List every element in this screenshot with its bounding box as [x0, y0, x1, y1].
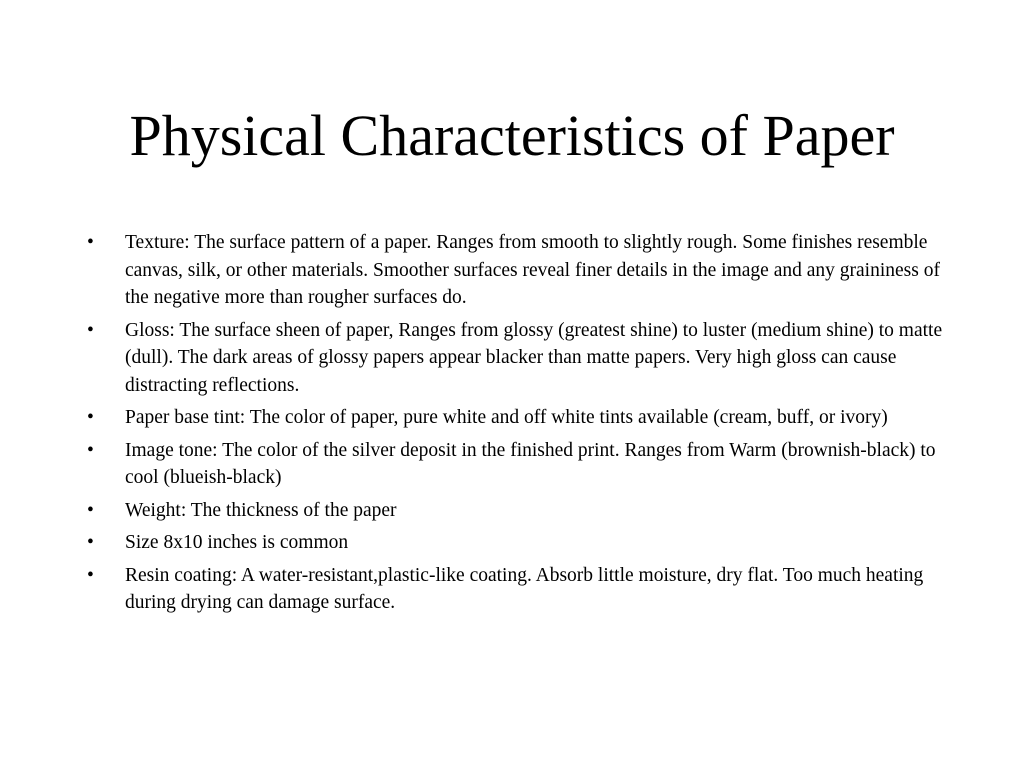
bullet-item-size — [87, 529, 947, 557]
slide-title: Physical Characteristics of Paper — [129, 103, 895, 168]
bullet-text: Texture: The surface pattern of a paper. Ranges from smooth to slightly rough. Some finishes resemble canvas, silk, or other materials. Smoother surfaces reveal finer details in the image and any graininess of the negative more than rougher surfaces do. — [125, 232, 940, 308]
bullet-text: Image tone: The color of the silver deposit in the finished print. Ranges from Warm (brownish-black) to cool (blueish-black) — [125, 439, 936, 488]
bullet-list — [87, 229, 947, 622]
bullet-item-texture — [87, 229, 947, 312]
bullet-icon: • — [87, 319, 94, 341]
bullet-icon: • — [87, 232, 94, 253]
bullet-text: Resin coating: A water-resistant,plastic-like coating. Absorb little moisture, dry flat. Too much heating during drying can damage surface. — [125, 564, 924, 613]
bullet-item-image-tone — [87, 437, 947, 492]
bullet-text: Weight: The thickness of the paper — [125, 499, 397, 521]
bullet-item-resin-coating — [87, 562, 947, 617]
bullet-icon: • — [87, 499, 94, 521]
bullet-text: Paper base tint: The color of paper, pure white and off white tints available (cream, buff, or ivory) — [125, 407, 888, 428]
bullet-item-paper-base-tint — [87, 404, 947, 432]
bullet-text: Size 8x10 inches is common — [125, 532, 349, 553]
bullet-icon: • — [87, 564, 94, 586]
bullet-icon: • — [87, 439, 94, 461]
bullet-text: Gloss: The surface sheen of paper, Ranges from glossy (greatest shine) to luster (medium shine) to matte (dull). The dark areas of glossy papers appear blacker than matte papers. Very high gloss can cause distracting reflections. — [125, 319, 943, 396]
bullet-icon: • — [87, 532, 94, 553]
bullet-item-gloss — [87, 317, 947, 400]
bullet-item-weight — [87, 497, 947, 525]
bullet-icon: • — [87, 407, 94, 428]
